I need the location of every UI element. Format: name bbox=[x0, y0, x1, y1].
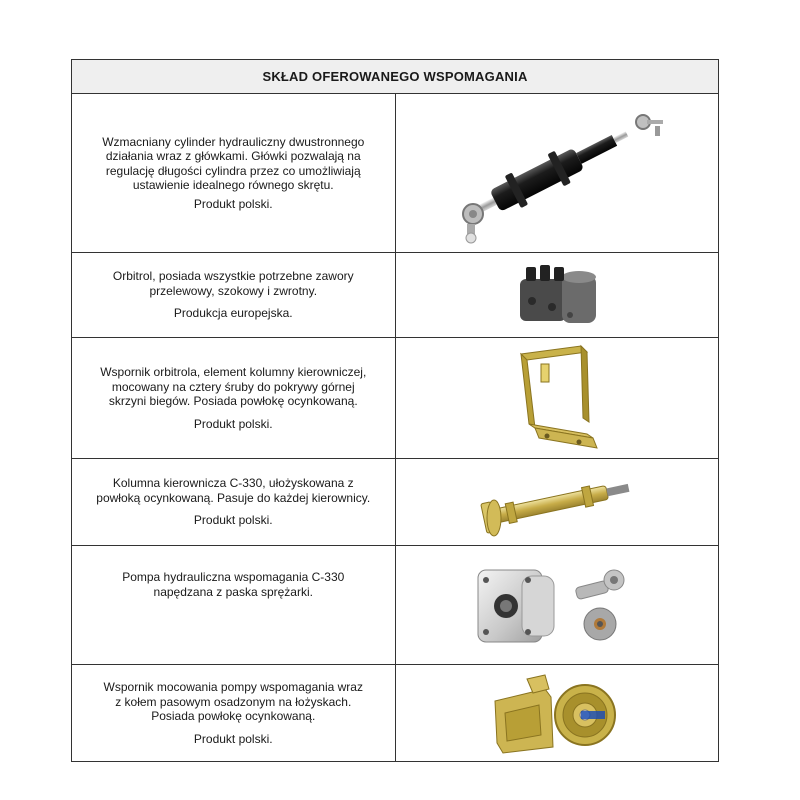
product-origin: Produkcja europejska. bbox=[173, 306, 293, 321]
description-line: Posiada powłokę ocynkowaną. bbox=[151, 709, 316, 723]
table-title: SKŁAD OFEROWANEGO WSPOMAGANIA bbox=[72, 60, 719, 94]
product-image-cell bbox=[395, 459, 719, 546]
hydraulic-pump-icon bbox=[472, 562, 642, 648]
row-description bbox=[72, 459, 396, 546]
orbitrol-valve-icon bbox=[512, 257, 602, 333]
description-line: Kolumna kierownicza C-330, ułożyskowana z bbox=[112, 476, 354, 491]
description-line: skrzyni biegów. Posiada powłokę ocynkowaną. bbox=[108, 394, 358, 408]
orbitrol-bracket-icon bbox=[507, 342, 607, 454]
offer-table bbox=[71, 59, 719, 762]
table-row bbox=[72, 253, 719, 338]
steering-column-icon bbox=[472, 466, 642, 538]
pump-bracket-pulley-icon bbox=[487, 669, 627, 757]
product-origin: Produkt polski. bbox=[193, 731, 273, 746]
product-image-cell bbox=[395, 665, 719, 762]
table-row bbox=[72, 665, 719, 762]
product-origin: Produkt polski. bbox=[193, 196, 273, 211]
description-line: działania wraz z główkami. Główki pozwalają na bbox=[105, 149, 361, 164]
row-description bbox=[72, 546, 396, 665]
description-line: regulację długości cylindra przez co umożliwiają bbox=[105, 163, 361, 178]
row-description bbox=[72, 665, 396, 762]
row-description bbox=[72, 338, 396, 459]
description-line: z kołem pasowym osadzonym na łożyskach. bbox=[115, 694, 352, 709]
description-line: powłoką ocynkowaną. Pasuje do każdej kierownicy. bbox=[96, 490, 371, 505]
table-row bbox=[72, 338, 719, 459]
description-line: Wspornik mocowania pompy wspomagania wraz bbox=[103, 680, 363, 694]
table-row bbox=[72, 94, 719, 253]
description-line: ustawienie idealnego równego skrętu. bbox=[132, 178, 334, 193]
product-image-cell bbox=[395, 546, 719, 665]
description-line: Wspornik orbitrola, element kolumny kierowniczej, bbox=[100, 365, 367, 379]
description-line: Pompa hydrauliczna wspomagania C-330 bbox=[122, 570, 345, 584]
table-row bbox=[72, 459, 719, 546]
description-line: mocowany na cztery śruby do pokrywy górnej bbox=[111, 379, 355, 394]
row-description bbox=[72, 253, 396, 338]
product-origin: Produkt polski. bbox=[193, 416, 273, 431]
description-line: napędzana z paska sprężarki. bbox=[153, 584, 313, 599]
product-origin: Produkt polski. bbox=[193, 513, 273, 528]
description-line: Wzmacniany cylinder hydrauliczny dwustronnego bbox=[102, 134, 365, 149]
product-image-cell bbox=[395, 253, 719, 338]
description-line: przelewowy, szokowy i zwrotny. bbox=[149, 283, 318, 298]
hydraulic-cylinder-icon bbox=[437, 98, 677, 248]
product-image-cell bbox=[395, 338, 719, 459]
product-image-cell bbox=[395, 94, 719, 253]
table-row bbox=[72, 546, 719, 665]
row-description bbox=[72, 94, 396, 253]
description-line: Orbitrol, posiada wszystkie potrzebne zawory bbox=[112, 269, 354, 284]
